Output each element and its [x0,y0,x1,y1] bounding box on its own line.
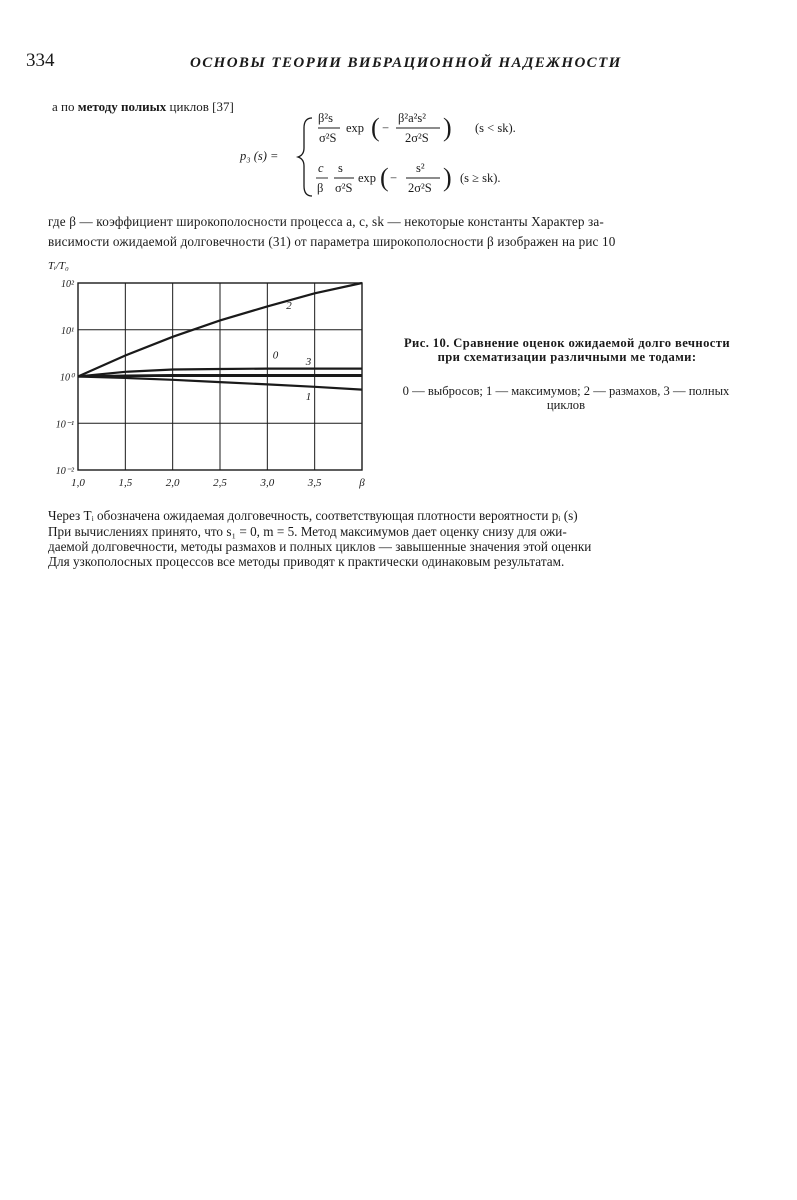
r2-cond: (s ≥ sk). [460,171,501,185]
y-tick-label: 10⁰ [59,372,74,384]
x-tick-label: 2,5 [213,477,227,489]
y-tick-label: 10⁻¹ [55,419,74,431]
chart-svg [48,255,378,490]
figure-10 [48,255,378,490]
r1-inner-num: β²a²s² [398,111,427,125]
x-tick-label: 1,5 [118,477,133,489]
body-line: Для узкополосных процессов все методы приводят к практически одинаковым результатам. [48,554,565,569]
lead-in-prefix: а по [52,99,75,114]
r2-exp: exp [358,171,377,185]
r2-inner-den: 2σ²S [408,181,432,195]
lead-in-bold: методу полиых [77,99,167,114]
running-head: ОСНОВЫ ТЕОРИИ ВИБРАЦИОННОЙ НАДЕЖНОСТИ [190,55,622,71]
x-tick-label: 3,0 [260,477,275,489]
body-line: Через Tᵢ обозначена ожидаемая долговечность, соответствующая плотности вероятности pᵢ (s) [48,508,578,523]
series-label: 0 [272,349,279,362]
figure-caption-legend: 0 — выбросов; 1 — максимумов; 2 — размахов, 3 — полных циклов [402,384,730,412]
r2-inner-num: s² [416,161,425,175]
r1-inner-den: 2σ²S [405,131,429,145]
formula-lhs: p₃ (s) = [240,149,279,163]
page-number: 334 [26,50,55,71]
r1-num: β²s [318,111,333,125]
figure-caption-title: Рис. 10. Сравнение оценок ожидаемой долго вечности при схематизации различными ме тодами: [403,336,731,364]
r2-den: σ²S [335,181,353,195]
r2-lparen: ( [380,163,389,192]
y-tick-label: 10² [61,279,74,290]
y-tick-label: 10¹ [61,325,74,337]
formula-p3 [240,110,560,200]
lead-in-line [52,99,234,115]
x-tick-label: 2,0 [165,477,180,489]
x-tick-label: 1,0 [71,477,85,489]
y-tick-label: 10⁻² [55,466,74,477]
r1-rparen: ) [443,113,452,142]
x-tick-label: β [359,477,365,489]
r1-exp: exp [346,121,365,135]
paragraph-line: висимости ожидаемой долговечности (31) от параметра широкополосности β изображен на рис 10 [48,234,616,249]
body-line: даемой долговечности, методы размахов и полных циклов — завышенные значения этой оценки [48,539,592,554]
x-tick-label: 3,5 [307,477,322,489]
r2-rparen: ) [443,163,452,192]
y-axis-label: Tᵢ/T₀ [48,260,69,272]
r2-beta: β [317,181,324,195]
series-label: 2 [286,300,292,313]
formula-brace [298,118,312,196]
r1-lparen: ( [371,113,380,142]
r2-s: s [338,161,343,175]
r2-minus: − [390,171,398,185]
series-label: 3 [305,356,312,369]
paragraph-line: где β — коэффициент широкополосности процесса a, c, sk — некоторые константы Характер за- [48,214,604,229]
body-line: При вычислениях принято, что s₁ = 0, m = 5. Метод максимумов дает оценку снизу для ожи- [48,524,567,539]
lead-in-suffix: циклов [37] [169,99,234,114]
r1-cond: (s < sk). [475,121,516,135]
series-label: 1 [305,390,312,403]
r1-minus: − [382,121,390,135]
r2-c: c [318,161,324,175]
r1-den: σ²S [319,131,337,145]
